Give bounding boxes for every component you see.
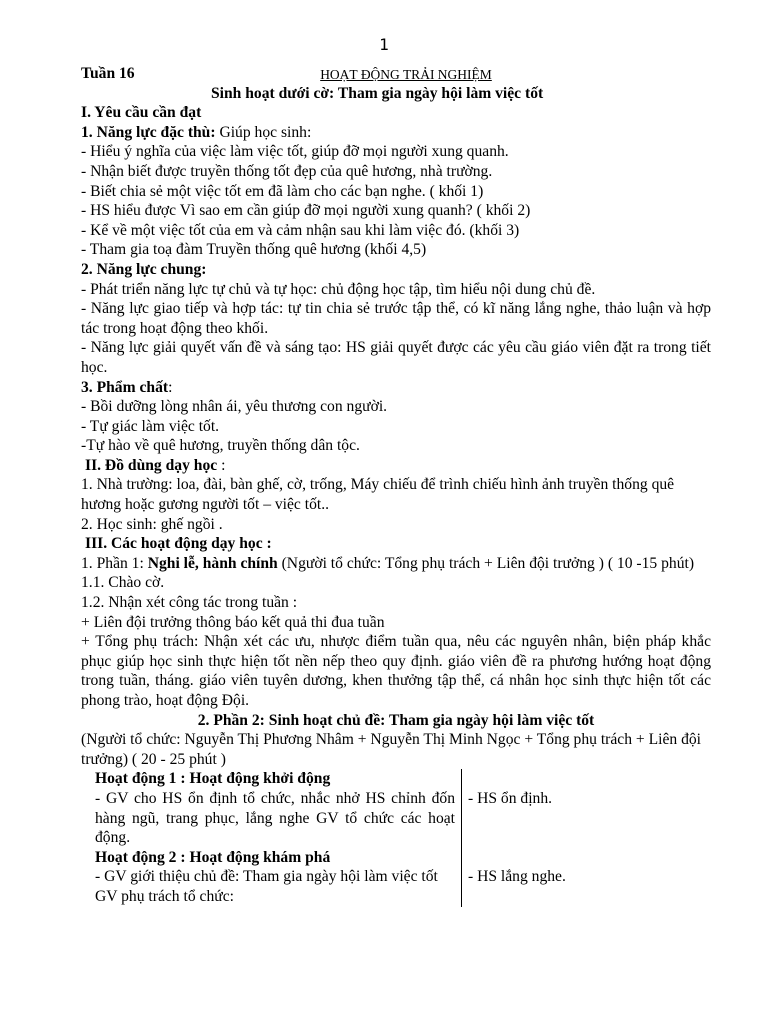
sub3-colon: :: [168, 378, 173, 396]
sub1-item: - Kể về một việc tốt của em và cảm nhận sau khi làm việc đó. (khối 3): [81, 221, 520, 239]
sub3-item: -Tự hào về quê hương, truyền thống dân tộc.: [81, 437, 360, 455]
sub1-item: - HS hiểu được Vì sao em cần giúp đỡ mọi người xung quanh? ( khối 2): [81, 202, 531, 220]
part1-heading: [81, 554, 711, 574]
section2-item: 1. Nhà trường: loa, đài, bàn ghế, cờ, trống, Máy chiếu để trình chiếu hình ảnh truyền thống quê hương hoặc gương người tốt – việc tốt..: [81, 476, 675, 514]
sub1-item: - Biết chia sẻ một việc tốt em đã làm cho các bạn nghe. ( khối 1): [81, 182, 484, 200]
sub2-label: 2. Năng lực chung:: [81, 260, 207, 278]
sub3-item: - Tự giác làm việc tốt.: [81, 417, 220, 435]
part1-item: + Tổng phụ trách: Nhận xét các ưu, nhược điểm tuần qua, nêu các nguyên nhân, biện pháp khắc phục giúp học sinh thực hiện tốt nền nếp theo quy định. giáo viên đề ra phương hướng hoạt động trong tuần, tháng. giáo viên tuyên dương, khen thưởng tập thể, cá nhân học sinh thực hiện tốt các phong trào, hoạt động Đội.: [81, 633, 711, 709]
lesson-title: Sinh hoạt dưới cờ: Tham gia ngày hội làm việc tốt: [211, 84, 544, 102]
sub2-item: - Năng lực giao tiếp và hợp tác: tự tin chia sẻ trước tập thể, có kĩ năng lắng nghe, thảo luận và hợp tác trong hoạt động theo khối.: [81, 300, 711, 337]
part1-prefix: 1. Phần 1: [81, 554, 140, 572]
section3-heading: III. Các hoạt động dạy học :: [85, 535, 272, 553]
sub3-label: 3. Phẩm chất: [81, 378, 169, 396]
document-body: [81, 64, 711, 907]
sub3-item: - Bồi dưỡng lòng nhân ái, yêu thương con người.: [81, 398, 388, 416]
section1-heading: I. Yêu cầu cần đạt: [81, 104, 202, 122]
sub3-heading: [81, 378, 711, 398]
section1-sub1: [81, 123, 711, 143]
sub1-text: Giúp học sinh:: [215, 123, 312, 141]
teacher-column: [89, 769, 462, 906]
section2-item: 2. Học sinh: ghế ngồi .: [81, 515, 223, 533]
sub1-item: - Tham gia toạ đàm Truyền thống quê hương (khối 4,5): [81, 241, 427, 259]
part1-colon: :: [139, 554, 148, 572]
activity2-teacher: - GV giới thiệu chủ đề: Tham gia ngày hội làm việc tốt: [95, 868, 438, 886]
part1-item: 1.2. Nhận xét công tác trong tuần :: [81, 594, 298, 612]
activity-table: [89, 769, 661, 906]
sub2-item: - Phát triển năng lực tự chủ và tự học: chủ động học tập, tìm hiểu nội dung chủ đề.: [81, 280, 596, 298]
subject-title: HOẠT ĐỘNG TRẢI NGHIỆM: [320, 67, 492, 82]
header-row: [81, 64, 711, 84]
part1-name: Nghi lễ, hành chính: [147, 554, 278, 572]
part1-item: + Liên đội trưởng thông báo kết quả thi đua tuần: [81, 613, 385, 631]
student-column: [462, 769, 662, 906]
part1-item: 1.1. Chào cờ.: [81, 574, 165, 592]
sub1-label: 1. Năng lực đặc thù:: [81, 123, 216, 141]
section2-heading: II. Đồ dùng dạy học: [85, 456, 218, 474]
activity1-student: - HS ổn định.: [468, 789, 553, 807]
sub1-item: - Nhận biết được truyền thống tốt đẹp của quê hương, nhà trường.: [81, 162, 493, 180]
activity2-student: - HS lắng nghe.: [468, 868, 566, 886]
part1-rest: (Người tổ chức: Tổng phụ trách + Liên đội trưởng ) ( 10 -15 phút): [277, 554, 695, 572]
activity2-title: Hoạt động 2 : Hoạt động khám phá: [95, 848, 331, 866]
activity1-title: Hoạt động 1 : Hoạt động khởi động: [95, 770, 331, 788]
sub1-item: - Hiểu ý nghĩa của việc làm việc tốt, giúp đỡ mọi người xung quanh.: [81, 143, 509, 161]
activity2-teacher2: GV phụ trách tổ chức:: [95, 887, 234, 905]
activity-row: [89, 769, 661, 906]
page-number: 1: [379, 35, 389, 54]
part2-heading: 2. Phần 2: Sinh hoạt chủ đề: Tham gia ngày hội làm việc tốt: [197, 711, 595, 729]
section2-heading-row: [81, 456, 711, 476]
part2-organizers: (Người tổ chức: Nguyễn Thị Phương Nhâm + Nguyễn Thị Minh Ngọc + Tổng phụ trách + Liên đội trưởng) ( 20 - 25 phút ): [81, 731, 702, 768]
section2-heading-suffix: :: [217, 456, 226, 474]
sub2-item: - Năng lực giải quyết vấn đề và sáng tạo: HS giải quyết được các yêu cầu giáo viên đặt ra trong tiết học.: [81, 339, 711, 376]
week-label: Tuần 16: [81, 65, 135, 82]
activity1-teacher: - GV cho HS ổn định tổ chức, nhắc nhở HS chỉnh đốn hàng ngũ, trang phục, lắng nghe GV tổ chức các hoạt động.: [95, 789, 455, 847]
